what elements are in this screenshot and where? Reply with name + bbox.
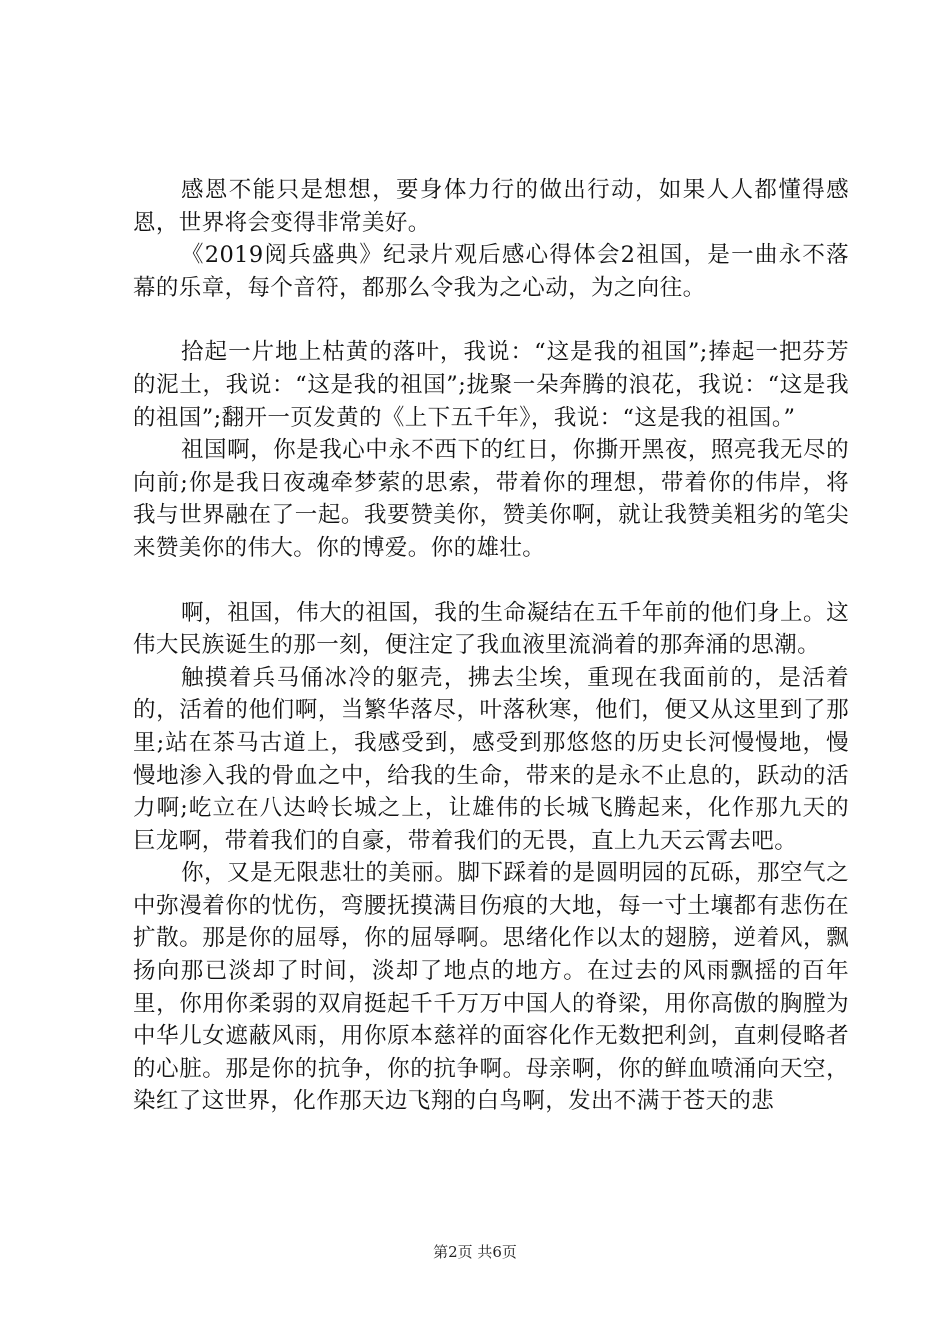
paragraph-spacer [133,565,849,597]
page-number-footer: 第2页 共6页 [433,1243,517,1261]
paragraph: 《2019阅兵盛典》纪录片观后感心得体会2祖国，是一曲永不落幕的乐章，每个音符，都那么令我为之心动，为之向往。 [133,242,849,301]
paragraph: 拾起一片地上枯黄的落叶，我说：“这是我的祖国”;捧起一把芬芳的泥土，我说：“这是我的祖国”;拢聚一朵奔腾的浪花，我说：“这是我的祖国”;翻开一页发黄的《上下五千年》，我说：“这是我的祖国。” [133,339,849,431]
paragraph: 你，又是无限悲壮的美丽。脚下踩着的是圆明园的瓦砾，那空气之中弥漫着你的忧伤，弯腰抚摸满目伤痕的大地，每一寸土壤都有悲伤在扩散。那是你的屈辱，你的屈辱啊。思绪化作以太的翅膀，逆着风，飘扬向那已淡却了时间，淡却了地点的地方。在过去的风雨飘摇的百年里，你用你柔弱的双肩挺起千千万万中国人的脊梁，用你高傲的胸膛为中华儿女遮蔽风雨，用你原本慈祥的面容化作无数把利剑，直刺侵略者的心脏。那是你的抗争，你的抗争啊。母亲啊，你的鲜血喷涌向天空，染红了这世界，化作那天边飞翔的白鸟啊，发出不满于苍天的悲 [133,860,849,1115]
paragraph: 啊，祖国，伟大的祖国，我的生命凝结在五千年前的他们身上。这伟大民族诞生的那一刻，便注定了我血液里流淌着的那奔涌的思潮。 [133,599,849,659]
paragraph: 触摸着兵马俑冰冷的躯壳，拂去尘埃，重现在我面前的，是活着的，活着的他们啊，当繁华落尽，叶落秋寒，他们，便又从这里到了那里;站在茶马古道上，我感受到，感受到那悠悠的历史长河慢慢地，慢慢地渗入我的骨血之中，给我的生命，带来的是永不止息的，跃动的活力啊;屹立在八达岭长城之上，让雄伟的长城飞腾起来，化作那九天的巨龙啊，带着我们的自豪，带着我们的无畏，直上九天云霄去吧。 [133,664,849,854]
paragraph: 感恩不能只是想想，要身体力行的做出行动，如果人人都懂得感恩，世界将会变得非常美好。 [133,177,849,236]
paragraph: 祖国啊，你是我心中永不西下的红日，你撕开黑夜，照亮我无尽的向前;你是我日夜魂牵梦萦的思索，带着你的理想，带着你的伟岸，将我与世界融在了一起。我要赞美你，赞美你啊，就让我赞美粗劣的笔尖来赞美你的伟大。你的博爱。你的雄壮。 [133,437,849,561]
document-body [133,174,849,1118]
paragraph-spacer [133,304,849,336]
